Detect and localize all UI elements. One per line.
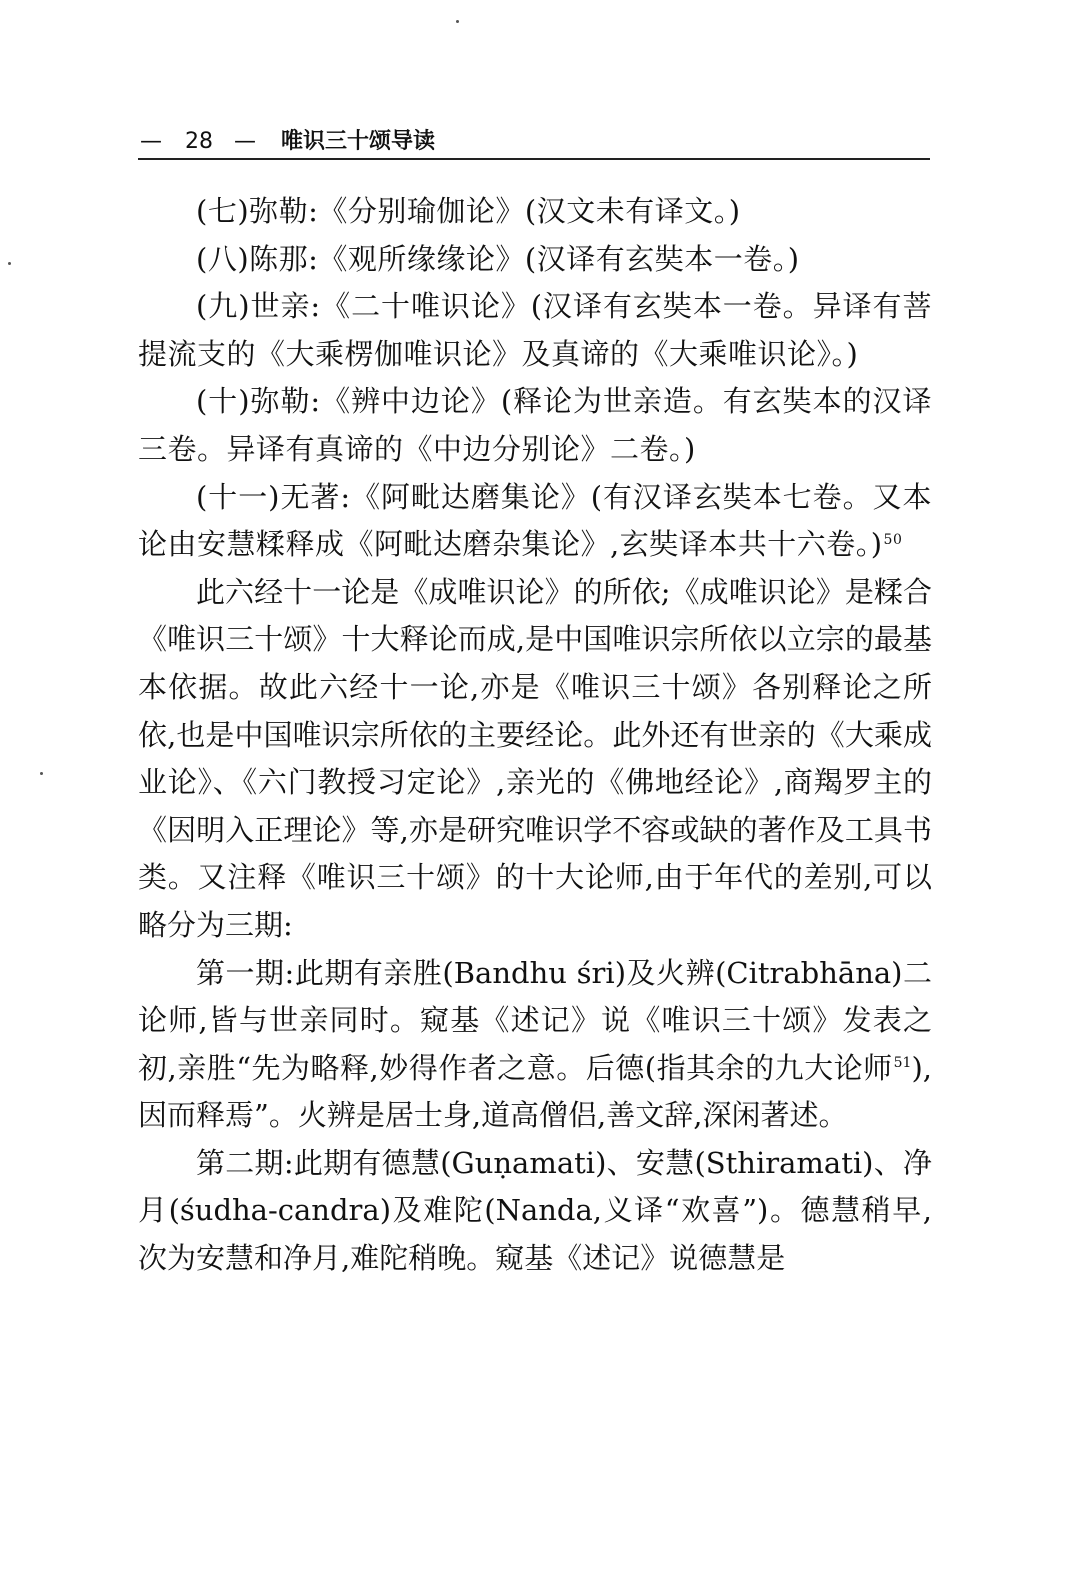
- running-header: [140, 124, 940, 158]
- header-rule: [138, 158, 930, 160]
- paragraph-text: (十)弥勒:《辨中边论》(释论为世亲造。有玄奘本的汉译三卷。异译有真谛的《中边分别论》二卷。): [138, 384, 932, 466]
- paragraph-ref-8: [138, 236, 932, 284]
- paragraph-text: (十一)无著:《阿毗达磨集论》(有汉译玄奘本七卷。又本论由安慧糅释成《阿毗达磨杂集论》,玄奘译本共十六卷。): [138, 479, 932, 562]
- body-text: [138, 188, 932, 1283]
- paragraph-text: (七)弥勒:《分别瑜伽论》(汉文未有译文。): [196, 194, 741, 228]
- book-title: 唯识三十颂导读: [281, 129, 436, 154]
- paragraph-ref-11: [138, 474, 932, 569]
- paragraph-ref-9: [138, 283, 932, 378]
- paragraph-text: 此六经十一论是《成唯识论》的所依;《成唯识论》是糅合《唯识三十颂》十大释论而成,是中国唯识宗所依以立宗的最基本依据。故此六经十一论,亦是《唯识三十颂》各别释论之所依,也是中国唯识宗所依的主要经论。此外还有世亲的《大乘成业论》、《六门教授习定论》,亲光的《佛地经论》,商羯罗主的《因明入正理论》等,亦是研究唯识学不容或缺的著作及工具书类。又注释《唯识三十颂》的十大论师,由于年代的差别,可以略分为三期:: [138, 574, 932, 942]
- paragraph-period-two: [138, 1140, 932, 1283]
- paragraph-text: 第一期:此期有亲胜(Bandhu śri)及火辨(Citrabhāna)二论师,皆与世亲同时。窥基《述记》说《唯识三十颂》发表之初,亲胜“先为略释,妙得作者之意。后德(指其余的九大论师: [138, 955, 932, 1085]
- paragraph-text-tail: ),因而释焉”。火辨是居士身,道高僧侣,善文辞,深闲著述。: [138, 1050, 932, 1133]
- paragraph-ref-7: [138, 188, 932, 236]
- page-number: 28: [185, 129, 213, 154]
- scan-speck: [40, 772, 43, 775]
- paragraph-text: (九)世亲:《二十唯识论》(汉译有玄奘本一卷。异译有菩提流支的《大乘楞伽唯识论》及真谛的《大乘唯识论》。): [138, 289, 932, 371]
- footnote-marker-51: 51: [893, 1055, 912, 1072]
- scan-speck: [456, 20, 459, 23]
- paragraph-ref-10: [138, 378, 932, 473]
- footnote-marker-50: 50: [883, 531, 903, 548]
- header-dash-right: —: [234, 129, 256, 154]
- scan-speck: [8, 262, 11, 265]
- paragraph-period-one: [138, 950, 932, 1140]
- paragraph-text: 第二期:此期有德慧(Guṇamati)、安慧(Sthiramati)、净月(śudha-candra)及难陀(Nanda,义译“欢喜”)。德慧稍早,次为安慧和净月,难陀稍晚。窥基《述记》说德慧是: [138, 1145, 932, 1276]
- paragraph-summary: [138, 569, 932, 950]
- header-dash-left: —: [140, 129, 162, 154]
- paragraph-text: (八)陈那:《观所缘缘论》(汉译有玄奘本一卷。): [196, 241, 800, 276]
